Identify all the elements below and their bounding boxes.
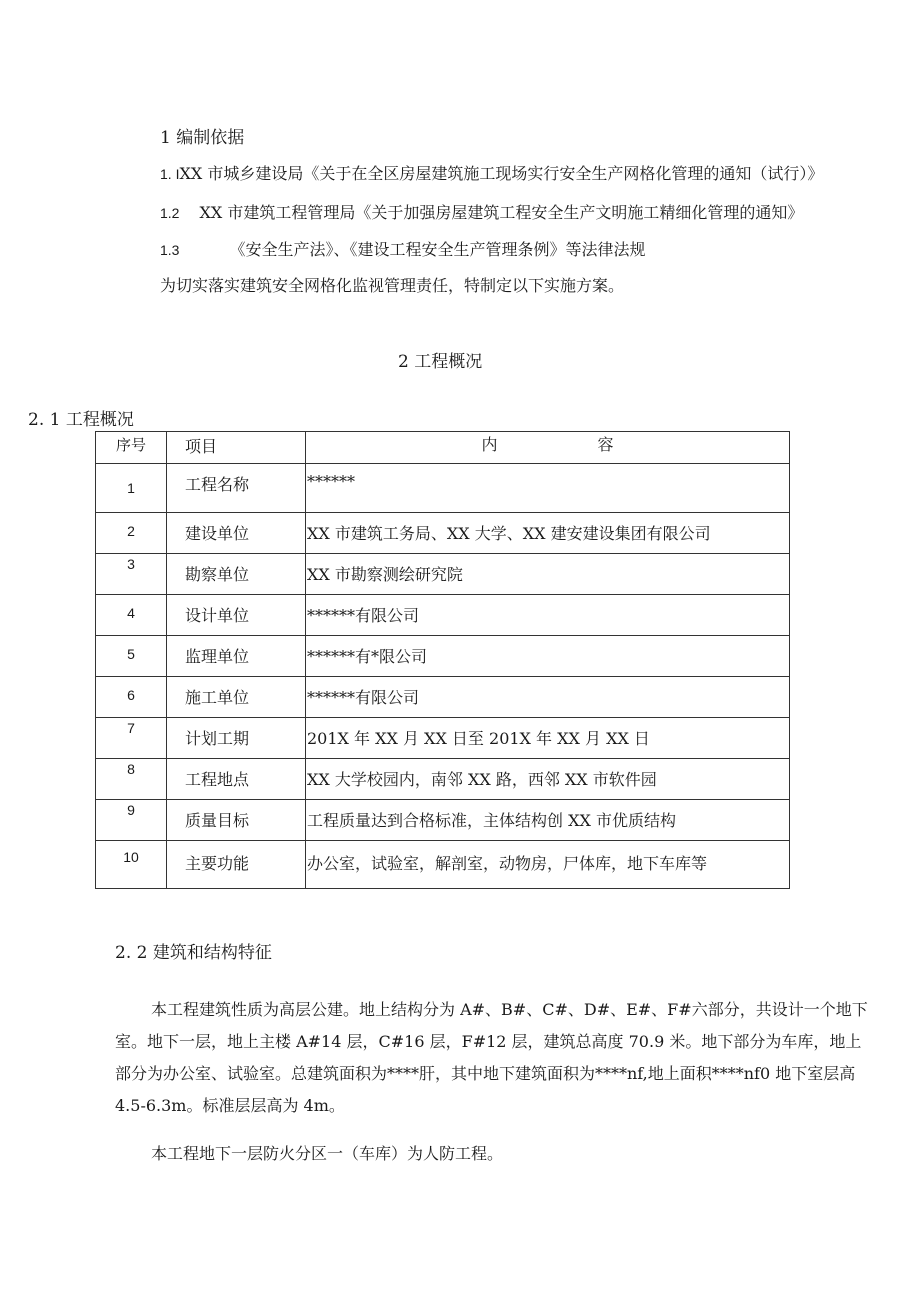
row-no: 6 <box>127 687 135 703</box>
table-header-row <box>96 432 790 464</box>
row-item: 监理单位 <box>185 647 250 666</box>
basis-item-1-text: XX 市城乡建设局《关于在全区房屋建筑施工现场实行安全生产网格化管理的通知（试行）》 <box>179 164 824 183</box>
row-item: 设计单位 <box>185 606 250 625</box>
row-no: 7 <box>127 720 135 736</box>
table-row <box>96 464 790 513</box>
row-content: 工程质量达到合格标准，主体结构创 XX 市优质结构 <box>307 811 676 830</box>
table-row <box>96 595 790 636</box>
row-content: 201X 年 XX 月 XX 日至 201X 年 XX 月 XX 日 <box>307 729 650 748</box>
row-content: XX 市建筑工务局、XX 大学、XX 建安建设集团有限公司 <box>307 524 711 543</box>
structure-paragraph <box>115 994 875 1122</box>
row-content: 办公室，试验室，解剖室，动物房，尸体库，地下车库等 <box>307 854 708 873</box>
basis-item-2-text: XX 市建筑工程管理局《关于加强房屋建筑工程安全生产文明施工精细化管理的通知》 <box>199 203 804 222</box>
basis-item-3-text: 《安全生产法》、《建设工程安全生产管理条例》等法律法规 <box>229 240 646 259</box>
table-row <box>96 841 790 889</box>
row-no: 8 <box>127 761 135 777</box>
row-content: XX 大学校园内，南邻 XX 路，西邻 XX 市软件园 <box>307 770 657 789</box>
row-no: 2 <box>127 523 135 539</box>
table-row <box>96 800 790 841</box>
row-no: 5 <box>127 646 135 662</box>
section2-title: 2 工程概况 <box>398 352 483 372</box>
header-content: 内 容 <box>306 432 790 464</box>
row-content: ****** <box>307 472 355 491</box>
basis-summary: 为切实落实建筑安全网格化监视管理责任，特制定以下实施方案。 <box>160 276 625 295</box>
row-item: 质量目标 <box>185 811 250 830</box>
row-no: 9 <box>127 802 135 818</box>
subsection-2-1-title: 2. 1 工程概况 <box>28 410 134 430</box>
row-content: ******有限公司 <box>307 688 420 707</box>
row-item: 施工单位 <box>185 688 250 707</box>
basis-item-1-number: 1. I <box>160 166 180 182</box>
row-content: ******有*限公司 <box>307 647 428 666</box>
table-row <box>96 759 790 800</box>
row-content: ******有限公司 <box>307 606 420 625</box>
table-row <box>96 636 790 677</box>
row-no: 4 <box>127 605 135 621</box>
row-item: 主要功能 <box>185 854 250 873</box>
table-row <box>96 718 790 759</box>
row-item: 计划工期 <box>185 729 250 748</box>
row-no: 10 <box>123 849 139 865</box>
basis-item-2 <box>160 203 803 223</box>
header-item: 项目 <box>167 432 306 464</box>
row-item: 建设单位 <box>185 524 250 543</box>
row-item: 勘察单位 <box>185 565 250 584</box>
row-item: 工程名称 <box>185 475 250 494</box>
basis-item-3 <box>160 240 645 260</box>
table-row <box>96 554 790 595</box>
table-row <box>96 513 790 554</box>
basis-item-3-number: 1.3 <box>160 242 180 258</box>
subsection-2-2-title: 2. 2 建筑和结构特征 <box>115 943 272 963</box>
basis-item-2-number: 1.2 <box>160 205 180 221</box>
civil-defense-paragraph: 本工程地下一层防火分区一（车库）为人防工程。 <box>151 1144 504 1163</box>
row-no: 1 <box>127 480 135 496</box>
project-overview-table <box>95 431 790 889</box>
section1-title: 1 编制依据 <box>160 128 245 148</box>
row-item: 工程地点 <box>185 770 250 789</box>
header-no: 序号 <box>96 432 167 464</box>
row-no: 3 <box>127 556 135 572</box>
table-row <box>96 677 790 718</box>
structure-paragraph-text: 本工程建筑性质为高层公建。地上结构分为 A#、B#、C#、D#、E#、F#六部分，共设计一个地下室。地下一层，地上主楼 A#14 层，C#16 层，F#12 层，建筑总高度 70.9 米。地下部分为车库，地上部分为办公室、试验室。总建筑面积为****肝，其中地下建筑面积为****nf,地上面积****nf0 地下室层高 4.5-6.3m。标准层层高为 4m。 <box>115 1000 868 1115</box>
row-content: XX 市勘察测绘研究院 <box>307 565 463 584</box>
basis-item-1 <box>160 164 823 184</box>
